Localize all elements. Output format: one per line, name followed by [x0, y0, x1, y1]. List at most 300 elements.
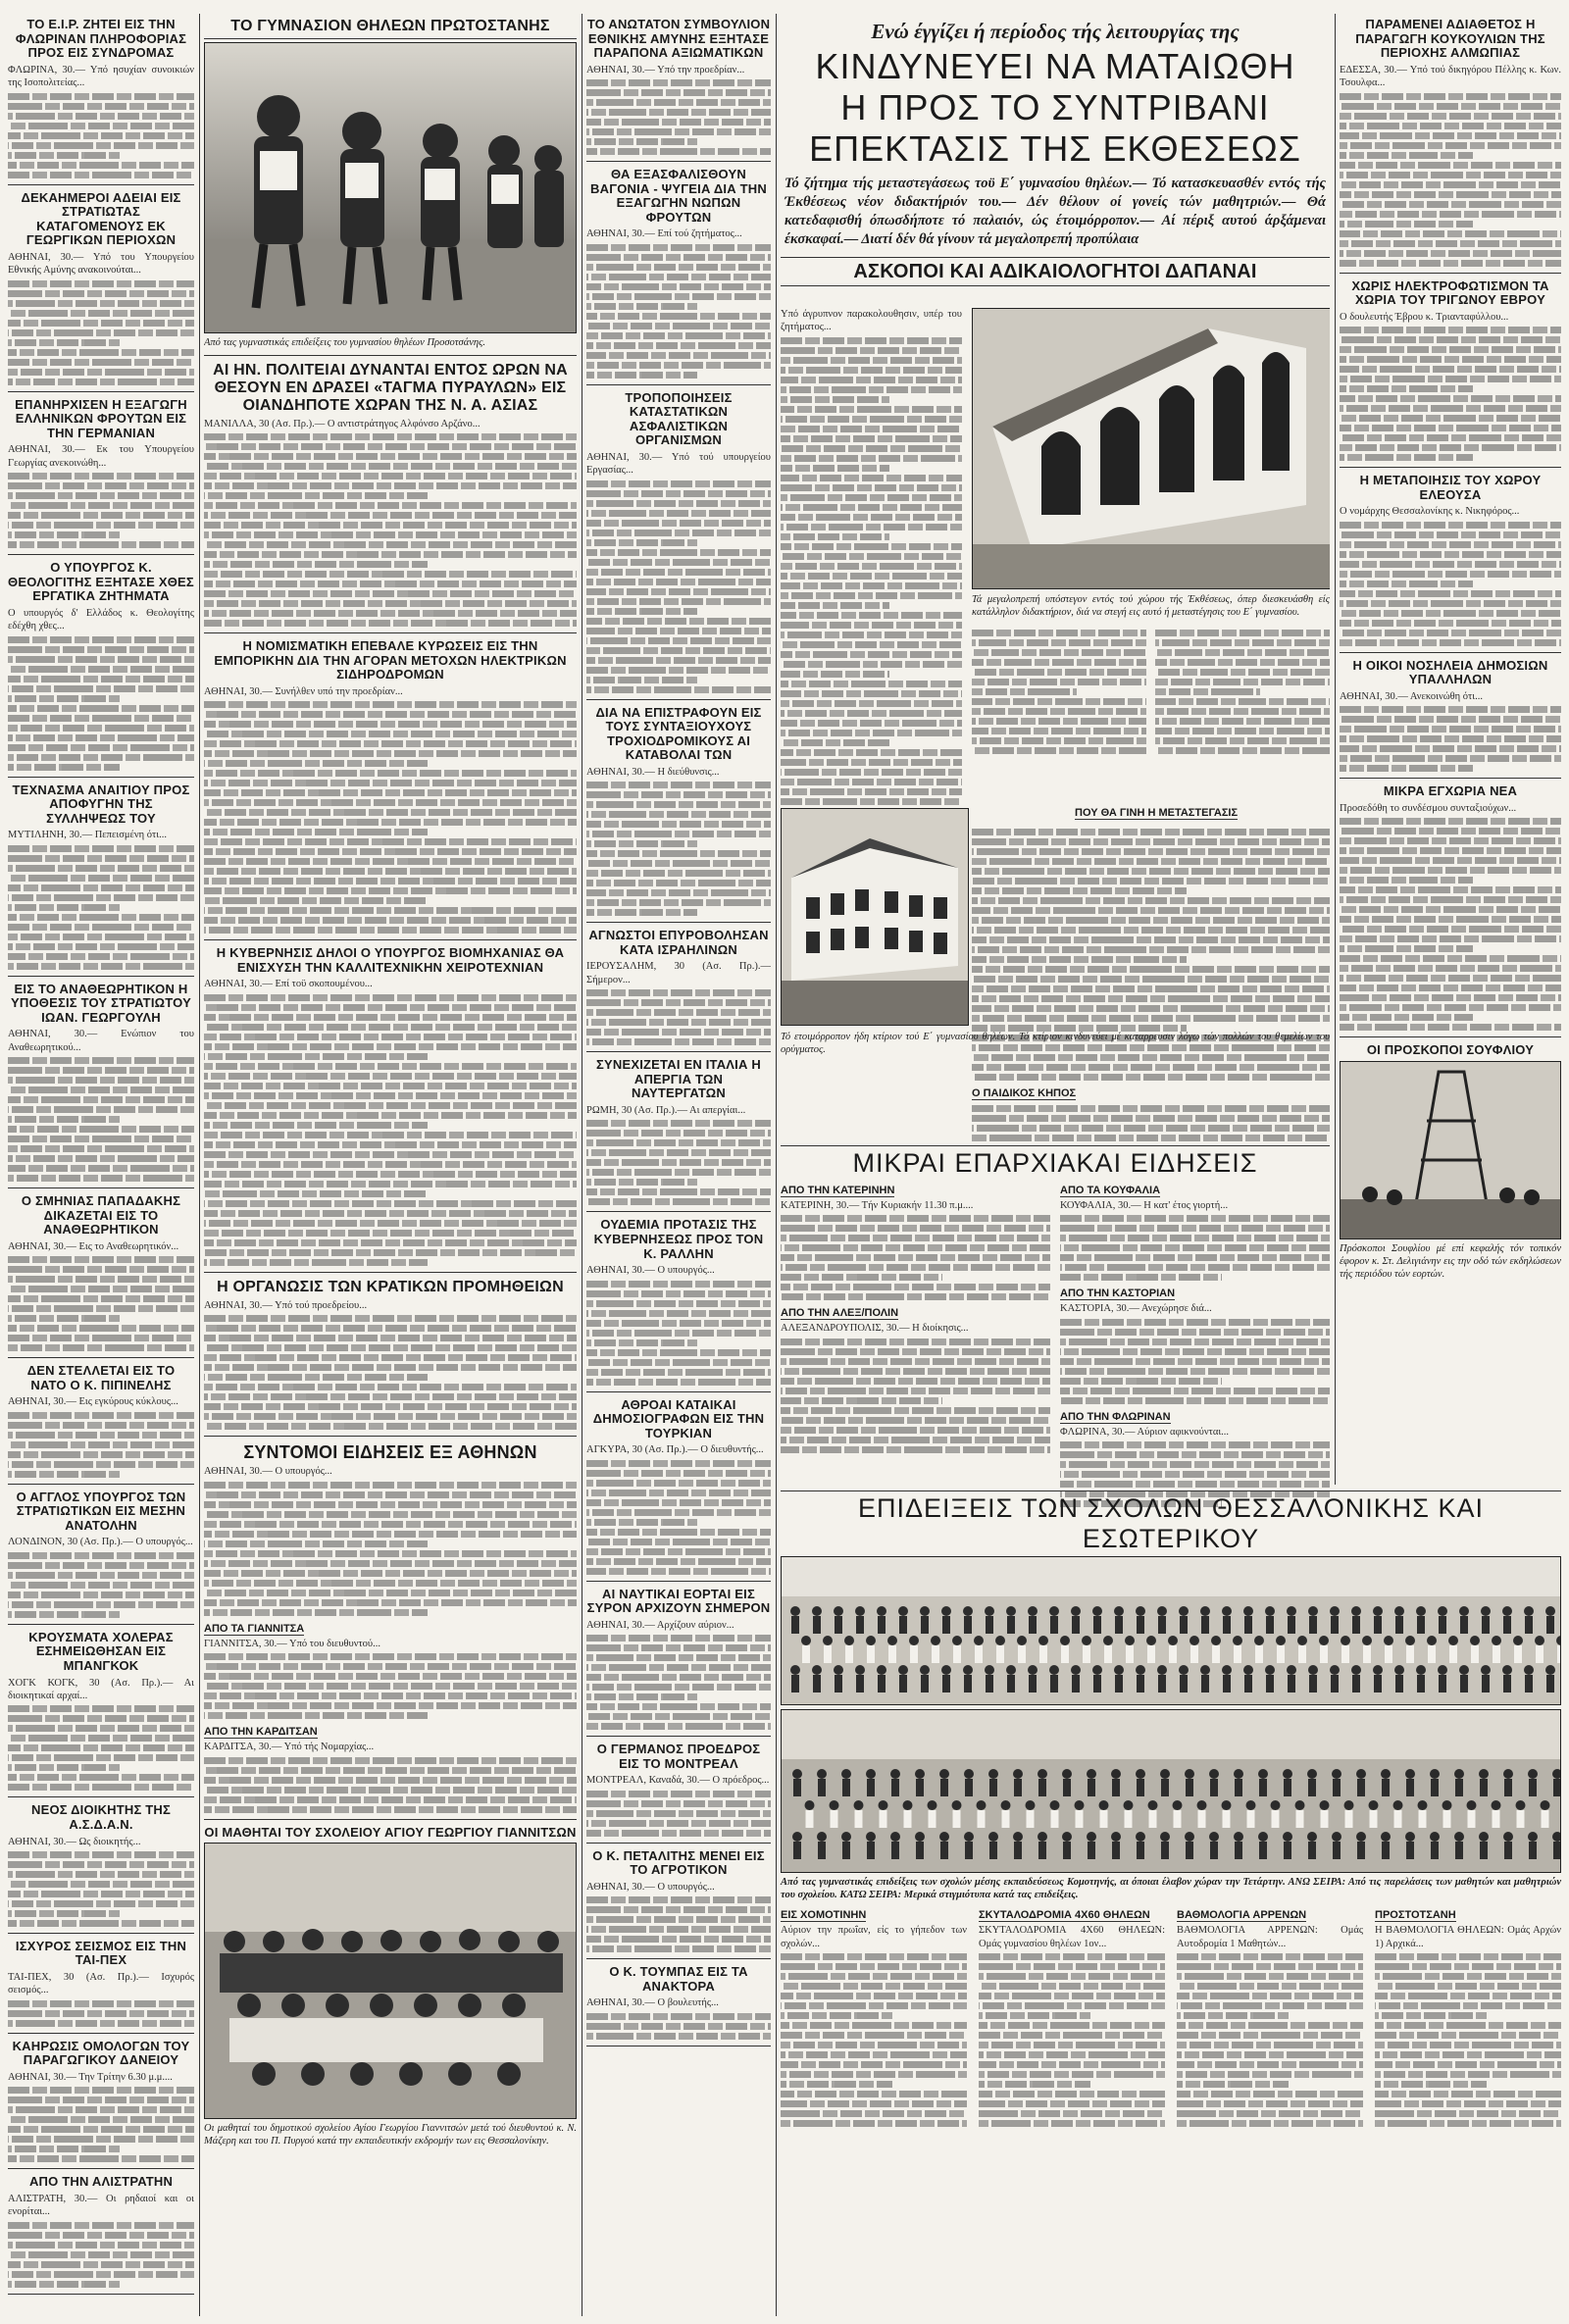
figure: [1271, 1800, 1281, 1810]
text-line: [8, 2106, 194, 2113]
figure: [1503, 1832, 1513, 1842]
text-line: [204, 1014, 577, 1021]
figure: [1083, 1645, 1090, 1663]
text-line: [979, 2002, 1165, 2009]
figure: [1243, 1606, 1253, 1616]
article: [586, 391, 771, 700]
main-text-col-d: [972, 826, 1330, 1141]
text-line: [204, 620, 577, 627]
article-headline: ΤΕΧΝΑΣΜΑ ΑΝΑΙΤΙΟΥ ΠΡΟΣ ΑΠΟΦΥΓΗΝ ΤΗΣ ΣΥΛΛΗΨΕΩΣ ΤΟΥ: [12, 782, 190, 826]
figure: [1014, 1842, 1022, 1859]
text-line: [586, 1460, 771, 1467]
text-line: [1177, 2002, 1363, 2009]
text-line: [972, 946, 1330, 953]
figure: [854, 1800, 864, 1810]
text-line: [586, 1916, 771, 1923]
text-line: [586, 1539, 771, 1545]
figure: [1307, 1832, 1317, 1842]
article-headline: ΚΡΟΥΣΜΑΤΑ ΧΟΛΕΡΑΣ ΕΣΗΜΕΙΩΘΗΣΑΝ ΕΙΣ ΜΠΑΝΓΚΟΚ: [28, 1629, 174, 1673]
article-headline: ΧΩΡΙΣ ΗΛΕΚΤΡΟΦΩΤΙΣΜΟΝ ΤΑ ΧΩΡΙΑ ΤΟΥ ΤΡΙΓΩΝΟΥ ΕΒΡΟΥ: [1351, 278, 1549, 308]
figure: [891, 1779, 899, 1796]
figure: [1244, 1616, 1252, 1634]
text-line: [1340, 454, 1473, 461]
figure: [1161, 1779, 1169, 1796]
text-line: [8, 1471, 120, 1478]
figure: [1320, 1800, 1330, 1810]
text-line: [1340, 240, 1561, 247]
figure: [1553, 1779, 1561, 1796]
text-line: [586, 1130, 771, 1137]
text-line: [8, 715, 194, 722]
text-line: [586, 1369, 771, 1376]
article-lead: ΑΘΗΝΑΙ, 30.— Επί τού ζητήματος...: [586, 228, 742, 240]
text-line: [8, 522, 194, 529]
figure: [1514, 1645, 1522, 1663]
text-line: [8, 2271, 194, 2278]
schools-results-column: [1177, 1905, 1363, 2130]
figure: [1333, 1842, 1341, 1859]
text-line: [1375, 2022, 1561, 2029]
text-line: [204, 433, 577, 440]
text-line: [586, 490, 771, 497]
text-line: [1340, 531, 1561, 538]
article-headline: ΜΙΚΡΑ ΕΓΧΩΡΙΑ ΝΕΑ: [1383, 783, 1518, 799]
figure: [1222, 1800, 1232, 1810]
figure: [988, 1832, 998, 1842]
text-line: [1375, 2081, 1487, 2088]
results-heading: ΒΑΘΜΟΛΟΓΙΑ ΑΡΡΕΝΩΝ: [1177, 1909, 1307, 1922]
figure: [1027, 1810, 1035, 1828]
text-line: [204, 1374, 428, 1381]
text-line: [586, 342, 771, 349]
text-line: [8, 1096, 194, 1103]
text-line: [1340, 975, 1561, 982]
text-line: [1340, 211, 1561, 218]
figure: [1493, 1810, 1500, 1828]
figure: [1126, 1645, 1134, 1663]
kicker-giannitsa: ΑΠΟ ΤΑ ΓΙΑΝΝΙΤΣΑ: [204, 1622, 305, 1635]
text-line: [979, 1963, 1165, 1970]
text-line: [972, 848, 1330, 855]
text-line: [8, 300, 194, 307]
text-line: [1375, 2032, 1561, 2039]
text-line: [1177, 2110, 1363, 2117]
figure: [1307, 1769, 1317, 1779]
figure: [1283, 1832, 1292, 1842]
figure: [963, 1606, 973, 1616]
figure: [1332, 1769, 1341, 1779]
text-line: [8, 1344, 194, 1351]
text-line: [972, 829, 1330, 835]
text-line: [781, 406, 962, 413]
article-lead: ΑΘΗΝΑΙ, 30.— Εκ του Υπουργείου Γεωργίας ανεκοινώθη...: [8, 444, 194, 469]
figure: [1428, 1645, 1436, 1663]
text-line: [586, 1654, 771, 1661]
figure: [1088, 1779, 1095, 1796]
text-line: [781, 592, 962, 599]
text-line: [781, 632, 962, 638]
text-line: [781, 779, 962, 785]
text-line: [781, 2091, 967, 2097]
photo-caption: Τό ετοιμόρροπον ήδη κτίριον τού Ε΄ γυμνασίου θηλέων. Τό κτίριον κινδυνεύει μέ καταρρευσιν λόγω τών πολλών του θεμελίων του ορύγματος.: [781, 1032, 1330, 1056]
figure: [1266, 1616, 1274, 1634]
text-line: [8, 1744, 194, 1751]
schools-title: ΕΠΙΔΕΙΞΕΙΣ ΤΩΝ ΣΧΟΛΩΝ ΘΕΣΣΑΛΟΝΙΚΗΣ ΚΑΙ ΕΣΩΤΕΡΙΚΟΥ: [857, 1493, 1485, 1553]
figure: [1028, 1665, 1038, 1675]
text-line: [1340, 620, 1561, 627]
figure: [898, 1665, 908, 1675]
text-line: [586, 109, 771, 116]
main-headline-line1: ΚΙΝΔΥΝΕΥΕΙ ΝΑ ΜΑΤΑΙΩΘΗ: [815, 46, 1295, 86]
article: [8, 1803, 194, 1934]
figure: [1460, 1675, 1468, 1692]
text-line: [204, 1482, 577, 1489]
text-line: [586, 870, 771, 877]
article-lead: ΑΘΗΝΑΙ, 30.— Αρχίζουν αύριον...: [586, 1619, 734, 1631]
text-line: [1340, 867, 1561, 874]
text-line: [586, 1644, 771, 1651]
figure: [887, 1636, 897, 1645]
text-line: [204, 917, 577, 924]
article-lead: Υπό άγρυπνον παρακολουθησιν, υπέρ του ζητήματος...: [781, 309, 962, 333]
article-headline: Ο Κ. ΤΟΥΜΠΑΣ ΕΙΣ ΤΑ ΑΝΑΚΤΟΡΑ: [609, 1964, 748, 1994]
article-lead: Ο δουλευτής Έβρου κ. Τριανταφύλλου...: [1340, 311, 1509, 323]
figure: [835, 1616, 842, 1634]
article-headline: ΝΕΟΣ ΔΙΟΙΚΗΤΗΣ ΤΗΣ Α.Σ.Δ.Α.Ν.: [30, 1802, 172, 1832]
text-line: [586, 579, 771, 585]
text-line: [1340, 600, 1561, 607]
text-line: [972, 936, 1330, 943]
text-line: [586, 2033, 771, 2040]
text-line: [204, 1122, 428, 1129]
article-lead: ΜΥΤΙΛΗΝΗ, 30.— Πεπεισμένη ότι...: [8, 830, 167, 841]
article: [586, 1743, 771, 1844]
text-line: [586, 1320, 771, 1327]
text-line: [204, 1230, 577, 1237]
figure: [1356, 1832, 1366, 1842]
text-line: [972, 669, 1146, 676]
text-line: [1340, 395, 1561, 402]
kicker-karditsa: ΑΠΟ ΤΗΝ ΚΑΡΔΙΤΣΑΝ: [204, 1726, 318, 1739]
text-line: [781, 671, 889, 678]
text-line: [204, 1384, 577, 1390]
figure: [856, 1616, 864, 1634]
text-line: [972, 1015, 1330, 1022]
figure: [1363, 1645, 1371, 1663]
text-line: [781, 484, 962, 491]
text-line: [8, 1552, 194, 1559]
figure: [985, 1606, 994, 1616]
text-line: [972, 630, 1146, 636]
text-line: [8, 152, 120, 159]
text-line: [1340, 551, 1561, 558]
text-line: [8, 725, 194, 732]
text-line: [586, 549, 771, 556]
figure: [1504, 1842, 1512, 1859]
headline-procurement: Η ΟΡΓΑΝΩΣΙΣ ΤΩΝ ΚΡΑΤΙΚΩΝ ΠΡΟΜΗΘΕΙΩΝ: [217, 1278, 564, 1295]
text-line: [586, 569, 771, 576]
text-line: [1340, 630, 1561, 636]
text-line: [1155, 639, 1330, 646]
photo-image: [973, 309, 1330, 588]
text-line: [1340, 172, 1561, 178]
text-line: [8, 1591, 194, 1598]
figure: [929, 1810, 936, 1828]
text-line: [1375, 2100, 1561, 2107]
text-line: [8, 349, 194, 356]
text-line: [204, 1702, 577, 1709]
text-line: [8, 2146, 120, 2152]
figure: [1394, 1606, 1404, 1616]
schools-photo-bottom: [781, 1709, 1561, 1873]
text-line: [8, 2000, 194, 2007]
text-line: [781, 573, 962, 580]
text-line: [8, 1451, 194, 1458]
figure: [1112, 1842, 1120, 1859]
article-lead: ΑΘΗΝΑΙ, 30.— Την Τρίτην 6.30 μ.μ....: [8, 2072, 173, 2083]
figure: [1443, 1810, 1451, 1828]
figure: [1050, 1675, 1058, 1692]
text-line: [8, 695, 120, 702]
text-line: [586, 1926, 771, 1933]
text-line: [1340, 221, 1473, 227]
figure: [1112, 1779, 1120, 1796]
figure: [1481, 1665, 1491, 1675]
text-line: [1177, 2042, 1363, 2048]
text-line: [8, 904, 120, 911]
text-line: [204, 711, 577, 718]
figure: [823, 1636, 833, 1645]
text-line: [781, 749, 962, 756]
text-line: [972, 887, 1187, 894]
figure: [805, 1800, 815, 1810]
figure: [928, 1800, 937, 1810]
text-line: [781, 1215, 1050, 1222]
text-line: [586, 79, 771, 86]
text-line: [204, 1210, 577, 1217]
text-line: [204, 799, 577, 806]
text-line: [781, 1973, 967, 1980]
figure: [904, 1810, 912, 1828]
text-line: [781, 1284, 1050, 1290]
text-line: [204, 590, 577, 597]
text-line: [8, 1891, 194, 1897]
text-line: [8, 310, 194, 317]
figure: [1254, 1636, 1264, 1645]
figure: [1545, 1665, 1555, 1675]
figure: [1062, 1769, 1072, 1779]
figure: [1504, 1779, 1512, 1796]
text-line: [8, 1165, 194, 1172]
article-text-block: [781, 337, 962, 805]
text-line: [204, 789, 577, 796]
figure: [1288, 1675, 1295, 1692]
text-line: [781, 1274, 942, 1281]
text-line: [586, 1149, 771, 1156]
text-line: [586, 1009, 771, 1016]
text-line: [586, 500, 771, 507]
figure: [1136, 1606, 1145, 1616]
text-line: [8, 2222, 194, 2229]
figure: [1357, 1842, 1365, 1859]
text-line: [8, 512, 194, 519]
text-line: [1340, 123, 1561, 129]
figure: [932, 1645, 939, 1663]
figure: [1082, 1636, 1091, 1645]
text-line: [204, 1393, 577, 1400]
figure: [1006, 1665, 1016, 1675]
text-line: [8, 1266, 194, 1273]
second-column: [204, 14, 577, 2316]
figure: [1115, 1616, 1123, 1634]
text-line: [979, 2032, 1165, 2039]
text-line: [586, 480, 771, 487]
text-line: [979, 2091, 1165, 2097]
schools-results-column: [781, 1905, 967, 2130]
text-line: [979, 2110, 1165, 2117]
province-kicker: ΑΠΟ ΤΑ ΚΟΥΦΑΛΙΑ: [1060, 1185, 1161, 1196]
main-headline-line2: Η ΠΡΟΣ ΤΟ ΣΥΝΤΡΙΒΑΝΙ: [840, 86, 1270, 127]
text-line: [204, 1570, 577, 1577]
text-line: [586, 1330, 771, 1337]
text-line: [1340, 1024, 1561, 1031]
figure: [1394, 1810, 1402, 1828]
text-line: [8, 379, 194, 385]
article-text-block: [204, 1482, 577, 1616]
figure: [1431, 1842, 1439, 1859]
figure: [1321, 1810, 1329, 1828]
schools-results-column: [979, 1905, 1165, 2130]
text-line: [8, 1295, 194, 1302]
text-line: [1177, 1953, 1363, 1960]
figure: [1186, 1842, 1193, 1859]
photo-image: [1341, 1062, 1561, 1238]
figure: [1157, 1606, 1167, 1616]
text-line: [781, 504, 962, 511]
text-line: [8, 1910, 120, 1917]
figure: [1029, 1675, 1037, 1692]
text-line: [8, 1155, 194, 1162]
figure: [1344, 1800, 1354, 1810]
text-line: [1340, 571, 1561, 578]
text-line: [204, 1423, 577, 1430]
text-line: [781, 1378, 1050, 1385]
article-lead: ΑΘΗΝΑΙ, 30.— Υπό του Υπουργείου Εθνικής Αμύνης ανακοινούται...: [8, 251, 194, 277]
figure: [1071, 1606, 1081, 1616]
figure: [1210, 1779, 1218, 1796]
figure: [1072, 1616, 1080, 1634]
figure: [1362, 1636, 1372, 1645]
text-line: [204, 1315, 577, 1322]
text-line: [586, 677, 697, 683]
photo-caption: Οι μαθηταί του δημοτικού σχολείου Αγίου Γεωργίου Γιαννιτσών μετά τού διευθυντού κ. Ν. Μάζερη και του Π. Πυργού κατά την εκπαιδευτικήν εκδρομήν των εις Θεσσαλονίκην.: [204, 2123, 577, 2147]
text-line: [586, 1159, 771, 1166]
text-line: [586, 667, 771, 674]
figure: [939, 1832, 949, 1842]
figure: [1259, 1842, 1267, 1859]
figure: [1517, 1810, 1525, 1828]
article-lead: ΑΓΚΥΡΑ, 30 (Ασ. Πρ.).— Ο διευθυντής...: [586, 1444, 764, 1456]
text-line: [781, 426, 962, 432]
figure: [916, 1842, 924, 1859]
text-line: [586, 1198, 771, 1205]
article-lead: ΑΛΕΞΑΝΔΡΟΥΠΟΛΙΣ, 30.— Η διοίκησις...: [781, 1323, 969, 1335]
text-line: [204, 492, 428, 499]
text-line: [204, 701, 577, 708]
text-line: [586, 1693, 697, 1700]
article: [586, 929, 771, 1052]
figure: [1189, 1636, 1199, 1645]
figure: [1481, 1606, 1491, 1616]
text-line: [8, 855, 194, 862]
right-column: [1340, 14, 1561, 1475]
text-line: [1340, 886, 1561, 893]
figure: [1050, 1800, 1060, 1810]
text-line: [781, 1983, 967, 1990]
figure: [1492, 1636, 1501, 1645]
article: [586, 1218, 771, 1391]
photo2-headline: ΟΙ ΜΑΘΗΤΑΙ ΤΟΥ ΣΧΟΛΕΙΟΥ ΑΓΙΟΥ ΓΕΩΡΓΙΟΥ ΓΙΑΝΝΙΤΣΩΝ: [204, 1824, 577, 1840]
figure: [953, 1810, 961, 1828]
text-line: [1340, 706, 1561, 713]
figure: [1125, 1636, 1135, 1645]
text-line: [781, 416, 962, 423]
text-line: [586, 1169, 771, 1176]
text-line: [586, 618, 771, 625]
text-line: [586, 1509, 771, 1516]
figure: [1049, 1606, 1059, 1616]
text-line: [586, 1349, 771, 1356]
text-line: [1340, 818, 1561, 825]
figure: [1136, 1832, 1145, 1842]
text-line: [8, 1735, 194, 1742]
figure: [1333, 1779, 1341, 1796]
figure: [1374, 1616, 1382, 1634]
text-line: [8, 2126, 194, 2133]
text-line: [586, 1281, 771, 1288]
figure: [791, 1675, 799, 1692]
school-demonstrations: [781, 1490, 1561, 2317]
article-headline: Ο Κ. ΠΕΤΑΛΙΤΗΣ ΜΕΝΕΙ ΕΙΣ ΤΟ ΑΓΡΟΤΙΚΟΝ: [592, 1847, 765, 1878]
text-line: [781, 2022, 967, 2029]
article-headline: Η ΜΕΤΑΠΟΙΗΣΙΣ ΤΟΥ ΧΩΡΟΥ ΕΛΕΟΥΣΑ: [1359, 473, 1542, 502]
text-line: [781, 563, 962, 570]
text-line: [781, 739, 889, 746]
figure: [1277, 1645, 1285, 1663]
text-line: [586, 1703, 771, 1710]
figure: [834, 1606, 843, 1616]
text-line: [8, 666, 194, 673]
main-subheadline: ΑΣΚΟΠΟΙ ΚΑΙ ΑΔΙΚΑΙΟΛΟΓΗΤΟΙ ΔΑΠΑΝΑΙ: [781, 257, 1330, 286]
article-text-block: [972, 1105, 1330, 1141]
text-line: [781, 1368, 1050, 1375]
text-line: [8, 754, 194, 761]
figure: [1480, 1842, 1488, 1859]
text-line: [586, 1188, 771, 1195]
figure: [920, 1665, 930, 1675]
text-line: [1177, 1973, 1363, 1980]
text-line: [1177, 2061, 1363, 2068]
article-lead: ΚΑΡΔΙΤΣΑ, 30.— Υπό τής Νομαρχίας...: [204, 1742, 375, 1753]
text-line: [204, 1590, 577, 1596]
figure: [855, 1665, 865, 1675]
text-line: [781, 1244, 1050, 1251]
text-line: [8, 1335, 194, 1341]
article-headline: ΔΕΚΑΗΜΕΡΟΙ ΑΔΕΙΑΙ ΕΙΣ ΣΤΡΑΤΙΩΤΑΣ ΚΑΤΑΓΟΜΕΝΟΥΣ ΕΚ ΓΕΩΡΓΙΚΩΝ ΠΕΡΙΟΧΩΝ: [21, 189, 181, 248]
figure: [1503, 1769, 1513, 1779]
text-line: [586, 313, 771, 320]
text-line: [204, 1777, 577, 1784]
